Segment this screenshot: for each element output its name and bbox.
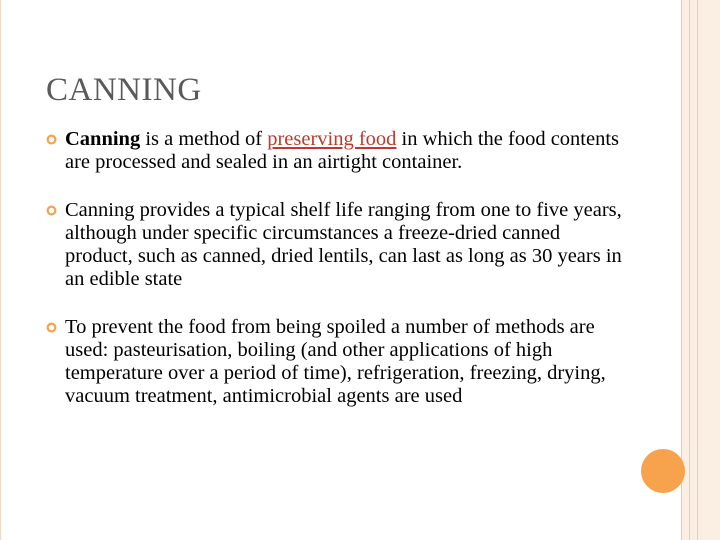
bullet-item: [46, 316, 631, 408]
bullet-item: [46, 128, 631, 174]
bullet-list: [46, 128, 631, 433]
bullet-circle-icon: [46, 205, 57, 216]
bullet-text: in which the food contents are processed and sealed in an airtight container.: [65, 128, 620, 173]
bullet-circle-icon: [46, 134, 57, 145]
side-decorative-line: [697, 0, 698, 540]
bullet-text: is a method of: [140, 128, 268, 150]
bullet-circle-icon: [46, 322, 57, 333]
side-decorative-line: [689, 0, 690, 540]
side-decorative-band: [681, 0, 720, 540]
bullet-item: [46, 199, 631, 291]
bullet-text: To prevent the food from being spoiled a number of methods are used: pasteurisation, boiling (and other applications of high temperature over a period of time), refrigeration, freezing, drying, vacuum treatment, antimicrobial agents are used: [65, 316, 606, 407]
bullet-text: Canning provides a typical shelf life ranging from one to five years, although under specific circumstances a freeze-dried canned product, such as canned, dried lentils, can last as long as 30 years in an edible state: [65, 199, 622, 290]
slide-title: CANNING: [46, 72, 202, 108]
preserving-food-link[interactable]: preserving food: [267, 128, 397, 150]
bullet-term: Canning: [65, 128, 141, 150]
decorative-orange-circle: [641, 449, 685, 493]
